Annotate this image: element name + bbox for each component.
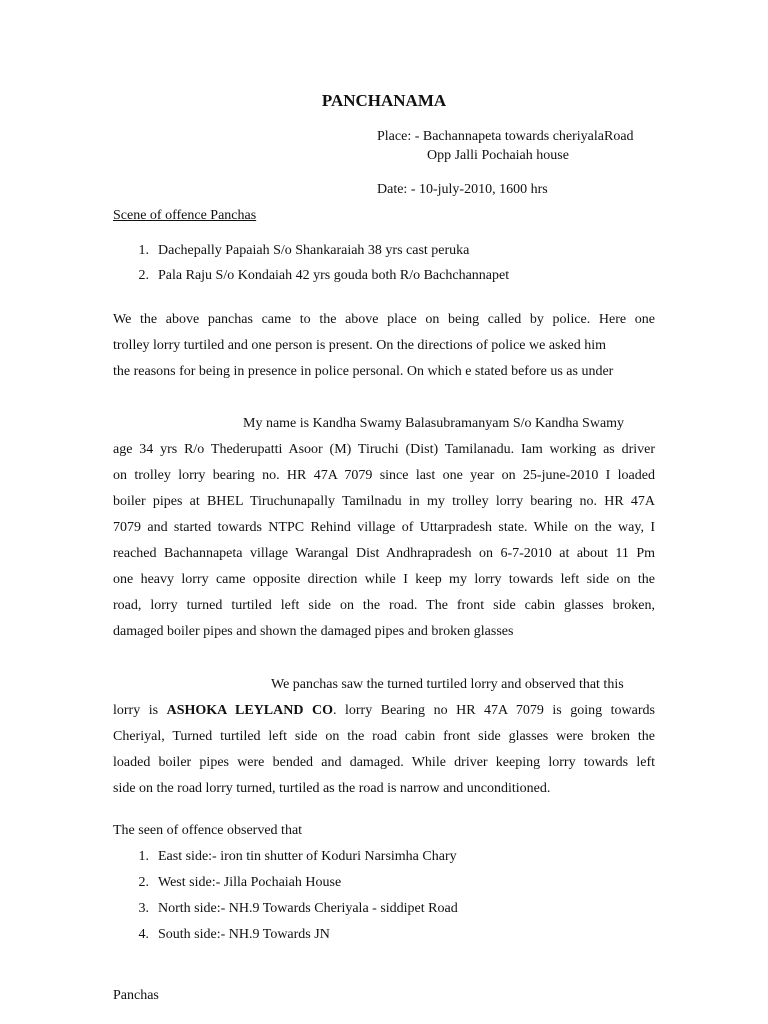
list-item-number: 1. bbox=[138, 849, 149, 864]
list-item-number: 4. bbox=[138, 927, 149, 942]
text-line bbox=[113, 703, 655, 719]
list-item-number: 2. bbox=[138, 268, 149, 283]
text-line: reached Bachannapeta village Warangal Dist Andhrapradesh on 6-7-2010 at about 11 Pm bbox=[113, 546, 655, 561]
list-item: Dachepally Papaiah S/o Shankaraiah 38 yrs cast peruka bbox=[158, 243, 470, 258]
list-item: East side:- iron tin shutter of Koduri Narsimha Chary bbox=[158, 849, 457, 864]
text-line: road, lorry turned turtiled left side on the road. The front side cabin glasses broken, bbox=[113, 598, 655, 613]
list-item: South side:- NH.9 Towards JN bbox=[158, 927, 330, 942]
list-item: North side:- NH.9 Towards Cheriyala - siddipet Road bbox=[158, 901, 458, 916]
text-line: on trolley lorry bearing no. HR 47A 7079 since last one year on 25-june-2010 I loaded bbox=[113, 468, 655, 483]
place-line-1: Place: - Bachannapeta towards cheriyalaRoad bbox=[377, 129, 634, 144]
list-item: West side:- Jilla Pochaiah House bbox=[158, 875, 342, 890]
list-item-number: 3. bbox=[138, 901, 149, 916]
date-line: Date: - 10-july-2010, 1600 hrs bbox=[377, 182, 548, 197]
panchas-heading: Scene of offence Panchas bbox=[113, 208, 257, 223]
text-fragment: lorry is bbox=[113, 703, 159, 718]
seen-heading: The seen of offence observed that bbox=[113, 823, 303, 838]
text-line: Cheriyal, Turned turtiled left side on the road cabin front side glasses were broken the bbox=[113, 729, 655, 744]
text-line: trolley lorry turtiled and one person is present. On the directions of police we asked him bbox=[113, 338, 606, 353]
text-fragment: . lorry Bearing no HR 47A 7079 is going towards bbox=[332, 703, 655, 718]
list-item-number: 2. bbox=[138, 875, 149, 890]
text-line: My name is Kandha Swamy Balasubramanyam S/o Kandha Swamy bbox=[243, 416, 625, 431]
text-line: one heavy lorry came opposite direction while I keep my lorry towards left side on the bbox=[113, 572, 655, 587]
footer-label: Panchas bbox=[113, 988, 159, 1003]
text-line: boiler pipes at BHEL Tiruchunapally Tamilnadu in my trolley lorry bearing no. HR 47A bbox=[113, 494, 655, 509]
text-line: damaged boiler pipes and shown the damaged pipes and broken glasses bbox=[113, 624, 514, 639]
text-line: side on the road lorry turned, turtiled as the road is narrow and unconditioned. bbox=[113, 781, 551, 796]
text-line: We panchas saw the turned turtiled lorry and observed that this bbox=[271, 677, 624, 692]
text-line: the reasons for being in presence in police personal. On which e stated before us as under bbox=[113, 364, 614, 379]
list-item: Pala Raju S/o Kondaiah 42 yrs gouda both R/o Bachchannapet bbox=[158, 268, 510, 283]
vehicle-make: ASHOKA LEYLAND CO bbox=[166, 703, 333, 718]
text-line: We the above panchas came to the above place on being called by police. Here one bbox=[113, 312, 655, 327]
place-line-2: Opp Jalli Pochaiah house bbox=[427, 148, 569, 163]
list-item-number: 1. bbox=[138, 243, 149, 258]
text-line: loaded boiler pipes were bended and damaged. While driver keeping lorry towards left bbox=[113, 755, 655, 770]
document-title: PANCHANAMA bbox=[321, 91, 447, 110]
text-line: age 34 yrs R/o Thederupatti Asoor (M) Tiruchi (Dist) Tamilanadu. Iam working as driver bbox=[113, 442, 655, 457]
text-line: 7079 and started towards NTPC Rehind village of Uttarpradesh state. While on the way, I bbox=[113, 520, 655, 535]
